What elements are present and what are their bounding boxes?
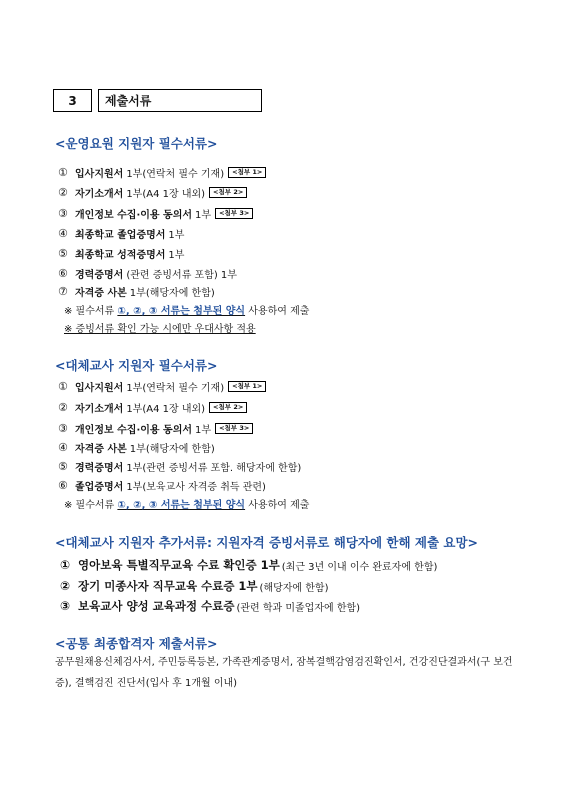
attachment-tag: <첨부 2> <box>209 402 247 413</box>
attachment-tag: <첨부 3> <box>215 208 253 219</box>
item-detail: 1부(A4 1장 내외) <box>126 189 206 200</box>
list-item <box>58 185 247 200</box>
item-title: 경력증명서 <box>75 270 124 281</box>
item-detail: (최근 3년 이내 이수 완료자에 한함) <box>281 561 438 573</box>
list-item <box>60 557 437 573</box>
item-detail: 1부(관련 증빙서류 포함. 해당자에 한함) <box>126 463 302 474</box>
item-number: ① <box>58 380 68 393</box>
list-item <box>58 379 266 394</box>
item-number: ① <box>60 558 71 572</box>
item-number: ⑥ <box>58 267 68 280</box>
list-item <box>58 400 247 415</box>
item-title: 개인정보 수집·이용 동의서 <box>75 210 193 221</box>
note-suffix: 사용하여 제출 <box>245 500 310 511</box>
item-detail: 1부(보육교사 자격증 취득 관련) <box>126 482 266 493</box>
item-number: ⑦ <box>58 285 68 298</box>
item-detail: 1부 <box>168 230 185 241</box>
section-title: 제출서류 <box>98 89 262 112</box>
note-text: ※ 증빙서류 확인 가능 시에만 우대사항 적용 <box>64 324 256 335</box>
list-item <box>60 578 329 594</box>
item-number: ⑤ <box>58 247 68 260</box>
item-detail: 1부(해당자에 한함) <box>129 444 215 455</box>
item-title: 자기소개서 <box>75 189 124 200</box>
section-number: 3 <box>53 89 92 112</box>
item-number: ③ <box>60 599 71 613</box>
note-required-forms <box>64 302 309 317</box>
item-number: ④ <box>58 441 68 454</box>
item-title: 장기 미종사자 직무교육 수료증 1부 <box>78 579 258 593</box>
item-title: 개인정보 수집·이용 동의서 <box>75 425 193 436</box>
item-detail: (해당자에 한함) <box>259 582 329 594</box>
attachment-tag: <첨부 2> <box>209 187 247 198</box>
heading-substitute-required: <대체교사 지원자 필수서류> <box>55 358 218 373</box>
list-item <box>58 421 253 436</box>
attachment-tag: <첨부 1> <box>228 167 266 178</box>
item-title: 최종학교 성적증명서 <box>75 250 166 261</box>
list-item <box>58 284 215 299</box>
item-number: ② <box>60 579 71 593</box>
list-item <box>58 478 266 493</box>
list-item <box>58 206 253 221</box>
item-detail: 1부(연락처 필수 기재) <box>126 383 225 394</box>
item-detail: 1부 <box>195 210 212 221</box>
item-title: 영아보육 특별직무교육 수료 확인증 1부 <box>78 558 280 572</box>
item-number: ② <box>58 401 68 414</box>
note-prefix: ※ 필수서류 <box>64 500 118 511</box>
item-number: ⑤ <box>58 460 68 473</box>
item-title: 졸업증명서 <box>75 482 124 493</box>
note-suffix: 사용하여 제출 <box>245 306 310 317</box>
item-title: 자기소개서 <box>75 404 124 415</box>
list-item <box>58 246 184 261</box>
item-title: 자격증 사본 <box>75 288 127 299</box>
list-item <box>58 226 184 241</box>
note-required-forms <box>64 496 309 511</box>
attachment-tag: <첨부 1> <box>228 381 266 392</box>
final-documents-text: 공무원채용신체검사서, 주민등록등본, 가족관계증명서, 잠복결핵감염검진확인서, 건강진단결과서(구 보건증), 결핵검진 진단서(입사 후 1개월 이내) <box>55 657 513 689</box>
list-item <box>58 165 266 180</box>
note-preference <box>64 320 256 335</box>
heading-substitute-additional: <대체교사 지원자 추가서류: 지원자격 증빙서류로 해당자에 한해 제출 요망> <box>55 535 479 550</box>
heading-staff-required: <운영요원 지원자 필수서류> <box>55 136 218 151</box>
note-highlight: ①, ②, ③ 서류는 첨부된 양식 <box>117 500 246 511</box>
item-number: ⑥ <box>58 479 68 492</box>
item-title: 입사지원서 <box>75 169 124 180</box>
item-title: 입사지원서 <box>75 383 124 394</box>
item-detail: (관련 증빙서류 포함) 1부 <box>126 270 237 281</box>
note-highlight: ①, ②, ③ 서류는 첨부된 양식 <box>117 306 246 317</box>
item-number: ② <box>58 186 68 199</box>
section-header <box>53 89 262 112</box>
note-prefix: ※ 필수서류 <box>64 306 118 317</box>
item-detail: 1부(A4 1장 내외) <box>126 404 206 415</box>
item-title: 자격증 사본 <box>75 444 127 455</box>
list-item <box>58 266 237 281</box>
item-title: 경력증명서 <box>75 463 124 474</box>
list-item <box>58 440 215 455</box>
item-number: ④ <box>58 227 68 240</box>
item-detail: 1부 <box>168 250 185 261</box>
item-detail: 1부(해당자에 한함) <box>129 288 215 299</box>
attachment-tag: <첨부 3> <box>215 423 253 434</box>
list-item <box>58 459 301 474</box>
item-detail: 1부 <box>195 425 212 436</box>
item-number: ③ <box>58 422 68 435</box>
heading-common-final: <공통 최종합격자 제출서류> <box>55 636 218 651</box>
item-number: ③ <box>58 207 68 220</box>
item-title: 보육교사 양성 교육과정 수료증 <box>78 599 235 613</box>
item-detail: 1부(연락처 필수 기재) <box>126 169 225 180</box>
item-detail: (관련 학과 미졸업자에 한함) <box>236 602 361 614</box>
item-number: ① <box>58 166 68 179</box>
list-item <box>60 598 360 614</box>
item-title: 최종학교 졸업증명서 <box>75 230 166 241</box>
